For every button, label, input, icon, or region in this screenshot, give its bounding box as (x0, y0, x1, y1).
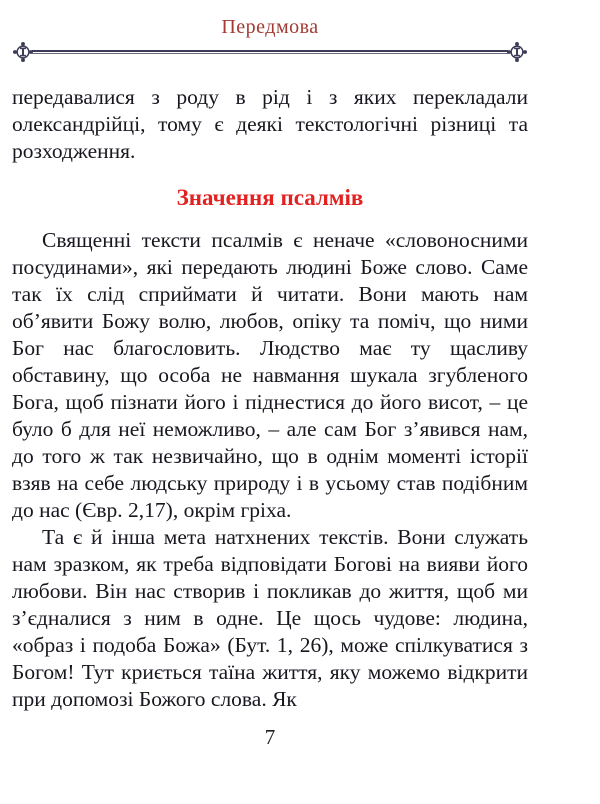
fleuron-left-icon (12, 41, 34, 63)
section-heading: Значення псалмів (176, 185, 364, 210)
paragraph: Священні тексти псалмів є неначе «словоносними посудинами», які передають людині Боже слово. Саме так їх слід сприймати й читати. Вони мають нам об’явити Божу волю, любов, опіку та поміч, що ними Бог нас благословить. Людство має ту щасливу обставину, що особа не навмання шукала згубленого Бога, щоб пізнати його і піднестися до його висот, – це було б для неї неможливо, – але сам Бог з’явився нам, до того ж так незвичайно, що в однім моменті історії взяв на себе людську природу і в усьому став подібним до нас (Євр. 2,17), окрім гріха. (12, 228, 528, 522)
fleuron-right-icon (506, 41, 528, 63)
running-head: Передмова (221, 16, 319, 38)
paragraph-continuation: передавалися з роду в рід і з яких перекладали олександрійці, тому є деякі текстологічні різниці та розходження. (12, 85, 528, 163)
page-number: 7 (264, 725, 276, 749)
chapter-rule (12, 42, 528, 62)
body-text (12, 84, 528, 750)
rule-line (32, 50, 508, 54)
paragraph: Та є й інша мета натхнених текстів. Вони служать нам зразком, як треба відповідати Богові на вияви його любови. Він нас створив і покликав до життя, щоб ми з’єдналися з ним в одне. Це щось чудове: людина, «образ і подоба Божа» (Бут. 1, 26), може спілкуватися з Богом! Тут криється таїна життя, яку можемо відкрити при допомозі Божого слова. Як (12, 525, 528, 711)
